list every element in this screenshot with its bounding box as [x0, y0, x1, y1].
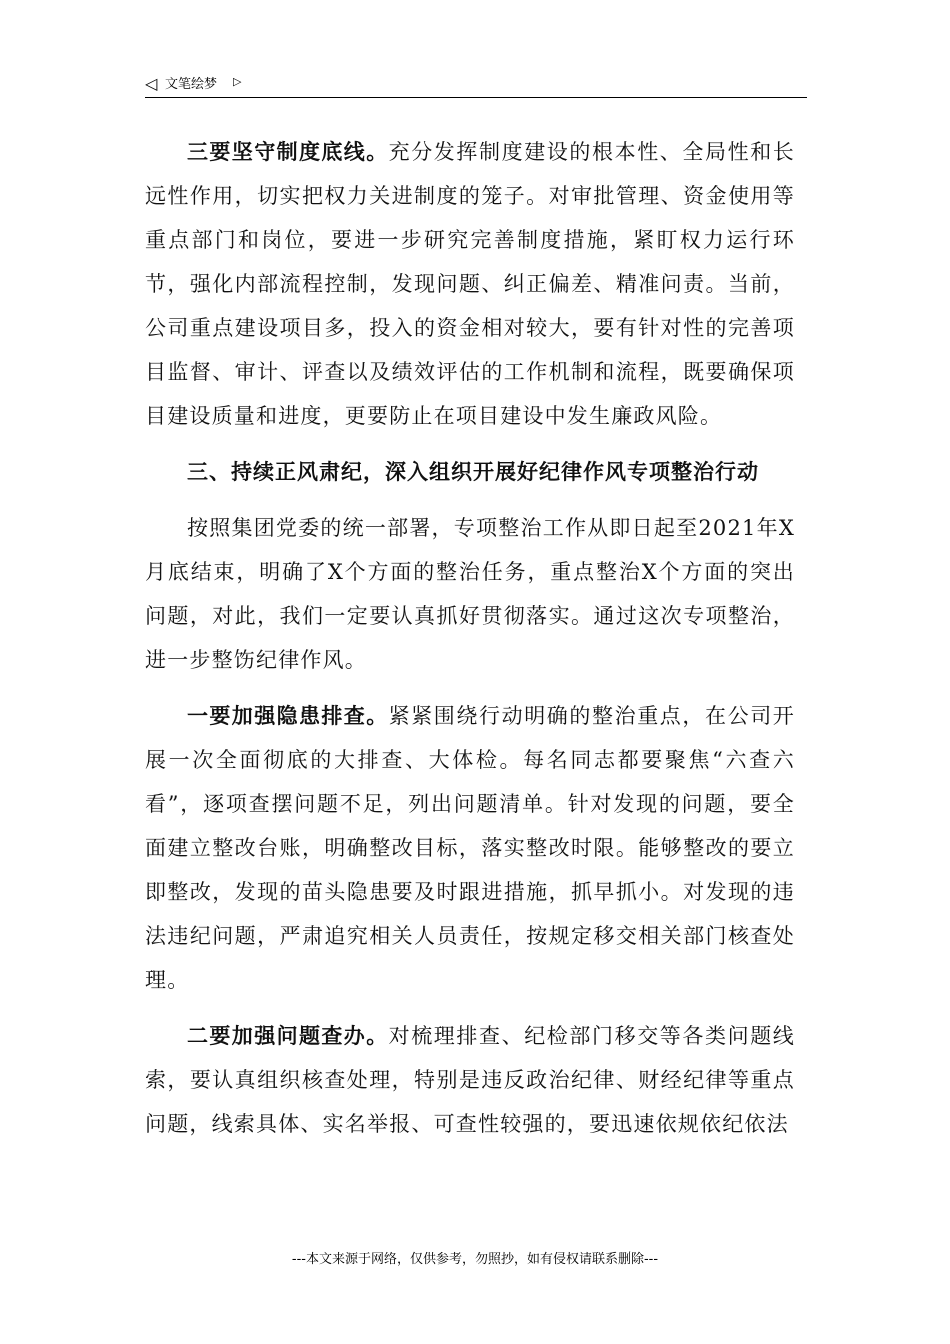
paragraph-lead: 二要加强问题查办。 — [187, 1024, 389, 1048]
document-body — [145, 130, 795, 1158]
paragraph — [145, 506, 795, 682]
triangle-left-icon: ◁ — [145, 74, 158, 93]
paragraph — [145, 694, 795, 1002]
paragraph — [145, 1014, 795, 1146]
page-header — [145, 74, 807, 98]
paragraph — [145, 130, 795, 438]
page-footer: ---本文来源于网络，仅供参考，勿照抄，如有侵权请联系删除--- — [291, 1252, 659, 1267]
paragraph-text: 按照集团党委的统一部署，专项整治工作从即日起至2021年X月底结束，明确了X个方面的整治任务，重点整治X个方面的突出问题，对此，我们一定要认真抓好贯彻落实。通过这次专项整治，进一步整饬纪律作风。 — [145, 516, 795, 672]
paragraph-text: 充分发挥制度建设的根本性、全局性和长远性作用，切实把权力关进制度的笼子。对审批管理、资金使用等重点部门和岗位，要进一步研究完善制度措施，紧盯权力运行环节，强化内部流程控制，发现问题、纠正偏差、精准问责。当前，公司重点建设项目多，投入的资金相对较大，要有针对性的完善项目监督、审计、评查以及绩效评估的工作机制和流程，既要确保项目建设质量和进度，更要防止在项目建设中发生廉政风险。 — [145, 140, 796, 428]
header-divider — [145, 97, 807, 98]
paragraph-lead: 一要加强隐患排查。 — [187, 704, 389, 728]
section-heading: 三、持续正风肃纪，深入组织开展好纪律作风专项整治行动 — [187, 460, 759, 484]
header-title: 文笔绘梦 — [165, 77, 218, 92]
paragraph-text: 对梳理排查、纪检部门移交等各类问题线索，要认真组织核查处理，特别是违反政治纪律、财经纪律等重点问题，线索具体、实名举报、可查性较强的，要迅速依规依纪依法 — [145, 1024, 796, 1136]
paragraph-lead: 三要坚守制度底线。 — [187, 140, 389, 164]
paragraph-text: 紧紧围绕行动明确的整治重点，在公司开展一次全面彻底的大排查、大体检。每名同志都要聚焦“六查六看”，逐项查摆问题不足，列出问题清单。针对发现的问题，要全面建立整改台账，明确整改目标，落实整改时限。能够整改的要立即整改，发现的苗头隐患要及时跟进措施，抓早抓小。对发现的违法违纪问题，严肃追究相关人员责任，按规定移交相关部门核查处理。 — [145, 704, 796, 992]
triangle-right-icon: ▷ — [233, 75, 242, 88]
